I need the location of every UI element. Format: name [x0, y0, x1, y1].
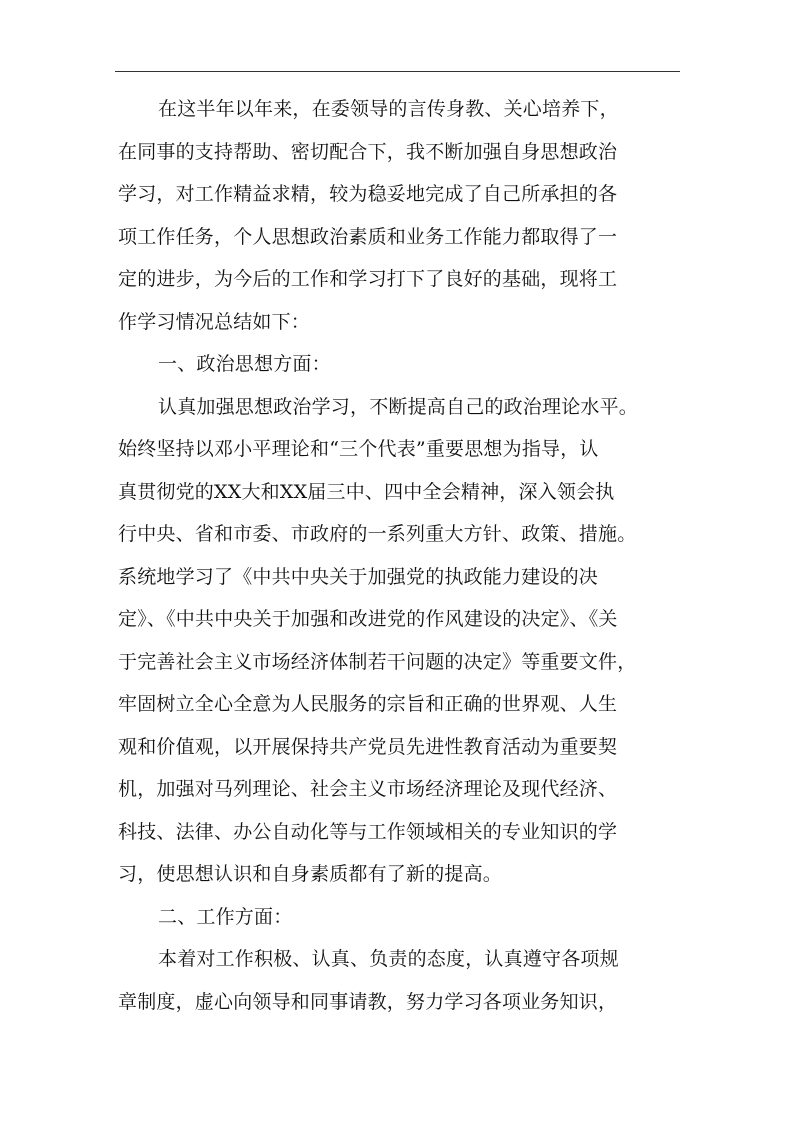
text-line: 真贯彻党的XX大和XX届三中、四中全会精神，深入领会执 — [118, 480, 615, 503]
text-line: 在这半年以年来，在委领导的言传身教、关心培养下， — [158, 98, 619, 120]
text-line: 作学习情况总结如下： — [118, 310, 311, 333]
text-line: 本着对工作积极、认真、负责的态度，认真遵守各项规 — [158, 948, 619, 970]
text-line: 机，加强对马列理论、社会主义市场经济理论及现代经济、 — [118, 778, 618, 800]
text-line: 定的进步，为今后的工作和学习打下了良好的基础，现将工 — [118, 268, 618, 290]
text-line: 习，使思想认识和自身素质都有了新的提高。 — [118, 863, 503, 885]
text-line: 科技、法律、办公自动化等与工作领域相关的专业知识的学 — [118, 820, 618, 843]
text-line: 牢固树立全心全意为人民服务的宗旨和正确的世界观、人生 — [118, 693, 618, 715]
document-body — [118, 88, 678, 1023]
text-line: 一、政治思想方面： — [158, 353, 331, 375]
text-line: 始终坚持以邓小平理论和“三个代表”重要思想为指导，认 — [118, 438, 599, 460]
text-line: 二、工作方面： — [158, 905, 293, 928]
text-line: 系统地学习了《中共中央关于加强党的执政能力建设的决 — [118, 565, 599, 588]
text-line: 在同事的支持帮助、密切配合下，我不断加强自身思想政治 — [118, 140, 618, 163]
text-line: 认真加强思想政治学习，不断提高自己的政治理论水平。 — [158, 395, 639, 418]
text-line: 项工作任务，个人思想政治素质和业务工作能力都取得了一 — [118, 225, 618, 248]
text-line: 章制度，虚心向领导和同事请教，努力学习各项业务知识， — [118, 990, 618, 1013]
text-line: 观和价值观，以开展保持共产党员先进性教育活动为重要契 — [118, 735, 618, 758]
header-rule — [115, 71, 680, 72]
text-line: 于完善社会主义市场经济体制若干问题的决定》等重要文件， — [118, 650, 637, 673]
text-line: 学习，对工作精益求精，较为稳妥地完成了自己所承担的各 — [118, 183, 618, 205]
text-line: 行中央、省和市委、市政府的一系列重大方针、政策、措施。 — [118, 523, 637, 545]
text-line: 定》、《中共中央关于加强和改进党的作风建设的决定》、《关 — [118, 608, 618, 630]
